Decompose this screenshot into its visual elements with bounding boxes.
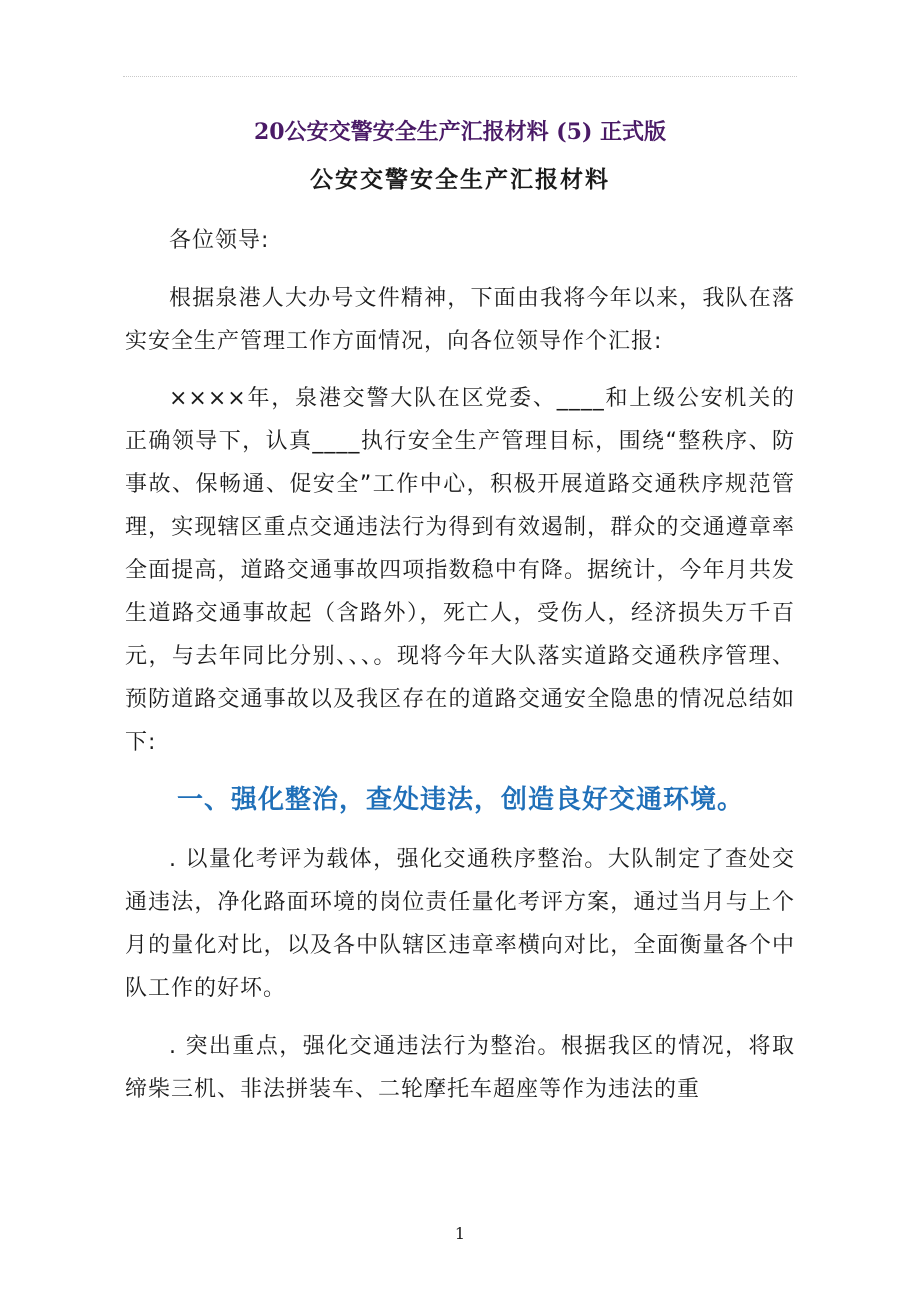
header-divider	[123, 76, 797, 77]
list-item: . 以量化考评为载体，强化交通秩序整治。大队制定了查处交通违法，净化路面环境的岗位责任量化考评方案，通过当月与上个月的量化对比，以及各中队辖区违章率横向对比，全面衡量各个中队工作的好坏。	[125, 847, 795, 1001]
intro-paragraph: 根据泉港人大办号文件精神，下面由我将今年以来，我队在落实安全生产管理工作方面情况，向各位领导作个汇报:	[125, 286, 795, 354]
greeting-paragraph: 各位领导:	[169, 228, 270, 253]
document-subtitle: 公安交警安全生产汇报材料	[310, 167, 610, 193]
page-number: 1	[454, 1224, 466, 1243]
list-item: . 突出重点，强化交通违法行为整治。根据我区的情况，将取缔柴三机、非法拼装车、二轮摩托车超座等作为违法的重	[125, 1034, 795, 1102]
section-heading: 一、强化整治，查处违法，创造良好交通环境。	[177, 785, 745, 815]
main-paragraph: ××××年，泉港交警大队在区党委、____和上级公安机关的正确领导下，认真____执行安全生产管理目标，围绕“整秩序、防事故、保畅通、促安全”工作中心，积极开展道路交通秩序规范管理，实现辖区重点交通违法行为得到有效遏制，群众的交通遵章率全面提高，道路交通事故四项指数稳中有降。据统计，今年月共发生道路交通事故起（含路外），死亡人，受伤人，经济损失万千百元，与去年同比分别、、、。现将今年大队落实道路交通秩序管理、预防道路交通事故以及我区存在的道路交通安全隐患的情况总结如下:	[125, 386, 795, 755]
document-title: 20公安交警安全生产汇报材料 (5) 正式版	[253, 119, 667, 145]
